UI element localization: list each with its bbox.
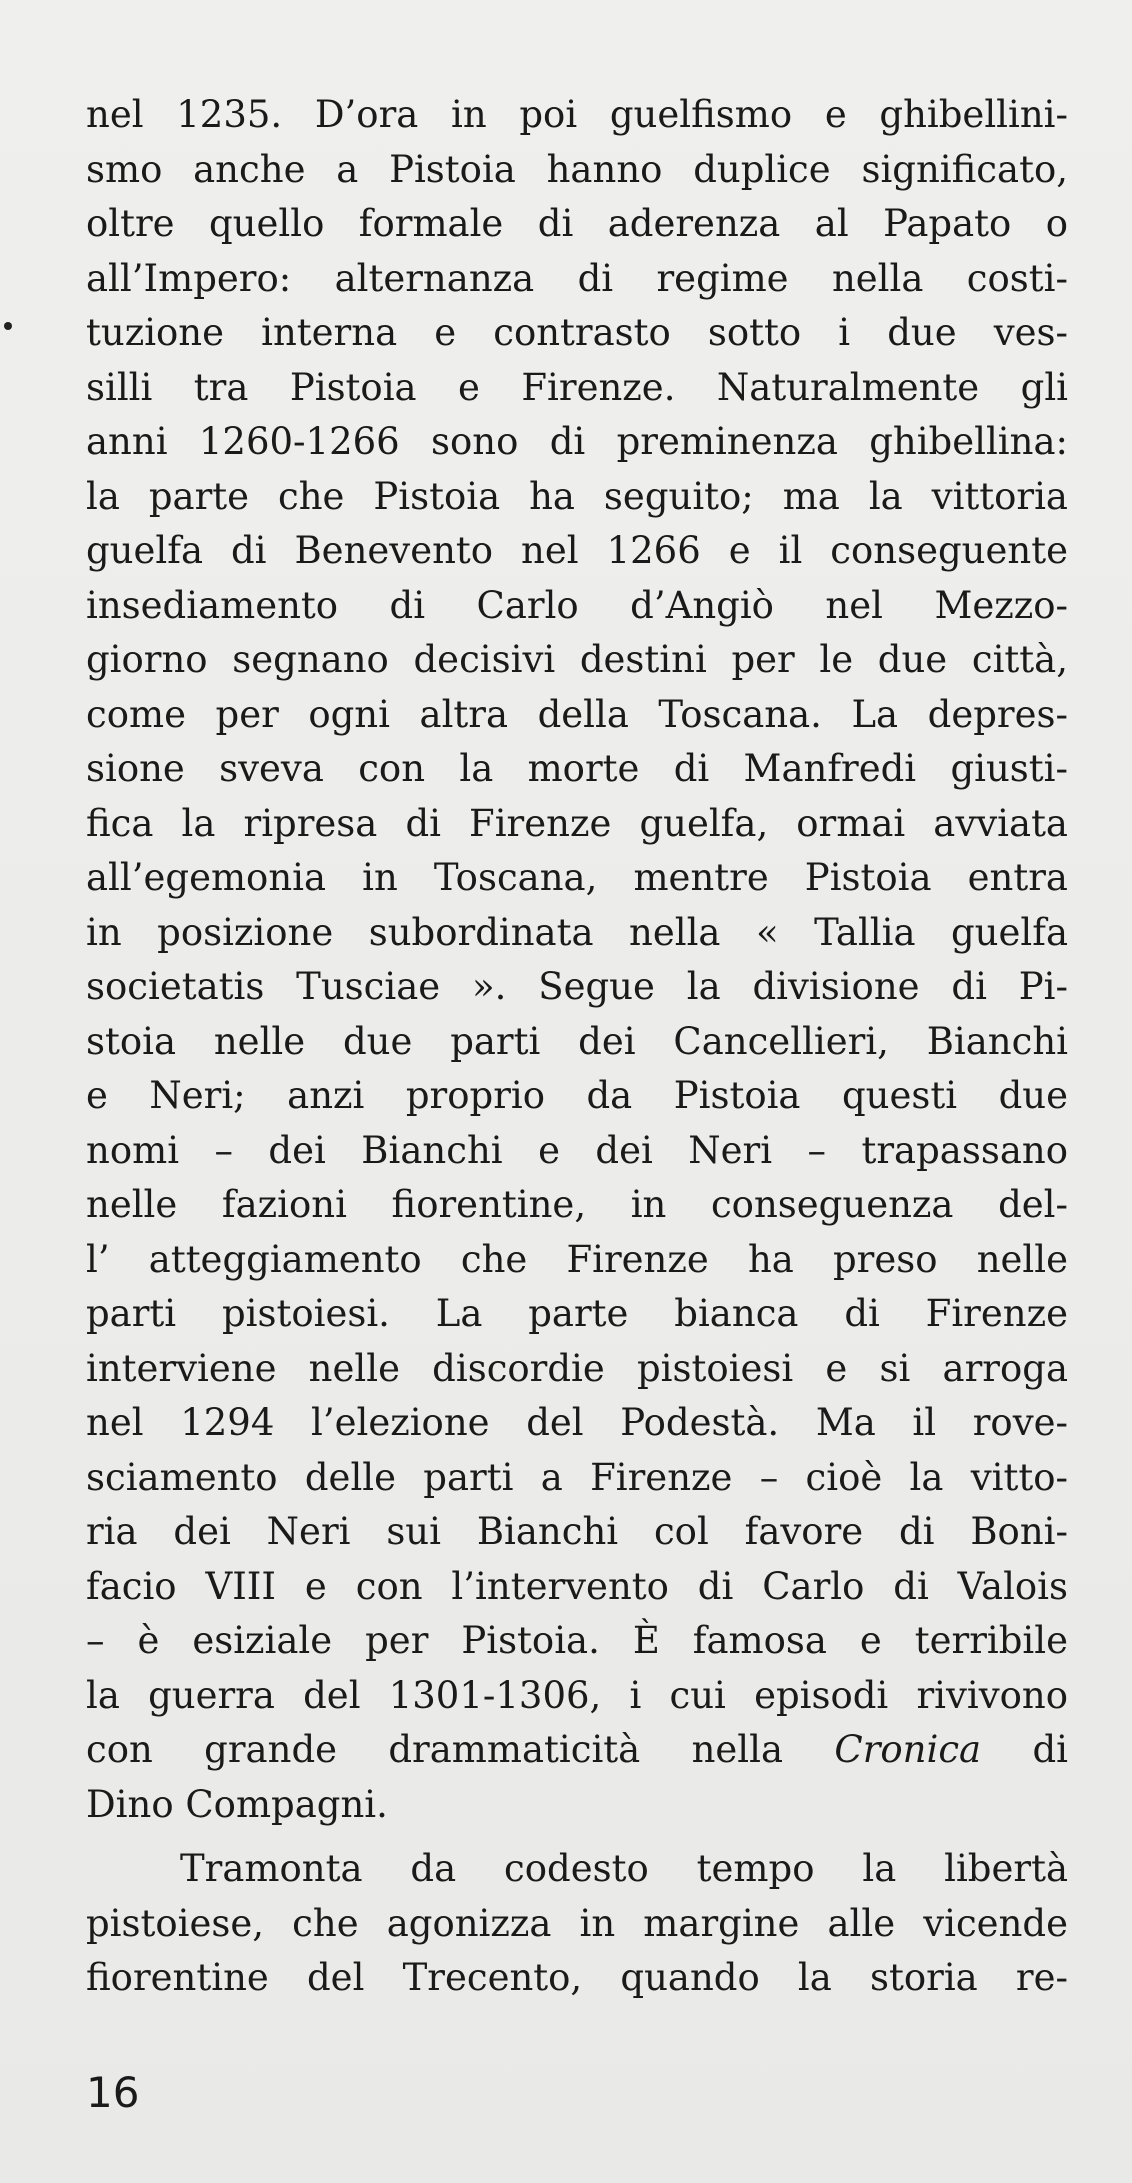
- text-line: in posizione subordinata nella « Tallia guelfa: [86, 910, 1068, 954]
- text-line: insediamento di Carlo d’Angiò nel Mezzo-: [86, 583, 1068, 627]
- page-number: 16: [86, 2068, 140, 2117]
- text-line: fiorentine del Trecento, quando la storia re-: [86, 1956, 1068, 1999]
- text-line: smo anche a Pistoia hanno duplice significato,: [86, 147, 1068, 191]
- text-line: parti pistoiesi. La parte bianca di Firenze: [86, 1292, 1068, 1335]
- text-line: come per ogni altra della Toscana. La depres-: [86, 692, 1068, 736]
- text-line: l’ atteggiamento che Firenze ha preso nelle: [86, 1237, 1068, 1281]
- text-line: nelle fazioni fiorentine, in conseguenza del-: [86, 1183, 1068, 1226]
- book-title: Cronica: [834, 1728, 982, 1771]
- body-text: [86, 88, 1068, 2006]
- text-line: all’Impero: alternanza di regime nella costi-: [86, 256, 1068, 300]
- text-line: pistoiese, che agonizza in margine alle vicende: [86, 1901, 1068, 1945]
- text-line: – è esiziale per Pistoia. È famosa e terribile: [86, 1619, 1068, 1662]
- text-line: stoia nelle due parti dei Cancellieri, Bianchi: [86, 1019, 1068, 1063]
- text-line: nomi – dei Bianchi e dei Neri – trapassano: [86, 1128, 1068, 1172]
- text-line: ria dei Neri sui Bianchi col favore di Boni-: [86, 1510, 1068, 1553]
- text-line: oltre quello formale di aderenza al Papato o: [86, 202, 1068, 245]
- text-line-with-title: [86, 1723, 1068, 1778]
- text-segment: di: [1032, 1728, 1068, 1771]
- margin-mark: [4, 322, 12, 330]
- text-line: Dino Compagni.: [86, 1782, 388, 1826]
- text-line: la parte che Pistoia ha seguito; ma la vittoria: [86, 474, 1068, 518]
- text-line: la guerra del 1301-1306, i cui episodi rivivono: [86, 1673, 1068, 1717]
- text-line: e Neri; anzi proprio da Pistoia questi due: [86, 1074, 1068, 1117]
- text-line: sione sveva con la morte di Manfredi giusti-: [86, 747, 1068, 790]
- text-line: fica la ripresa di Firenze guelfa, ormai avviata: [86, 801, 1068, 845]
- text-line: tuzione interna e contrasto sotto i due ves-: [86, 311, 1068, 354]
- text-line: giorno segnano decisivi destini per le due città,: [86, 638, 1068, 681]
- text-line: anni 1260-1266 sono di preminenza ghibellina:: [86, 420, 1068, 463]
- text-line: nel 1294 l’elezione del Podestà. Ma il rove-: [86, 1401, 1068, 1444]
- text-line: interviene nelle discordie pistoiesi e si arroga: [86, 1346, 1068, 1390]
- text-line: societatis Tusciae ». Segue la divisione di Pi-: [86, 965, 1068, 1008]
- text-line: all’egemonia in Toscana, mentre Pistoia entra: [86, 856, 1068, 899]
- text-line: guelfa di Benevento nel 1266 e il conseguente: [86, 529, 1068, 572]
- text-line: facio VIII e con l’intervento di Carlo di Valois: [86, 1564, 1068, 1608]
- text-segment: con grande drammaticità nella: [86, 1728, 784, 1771]
- text-line: silli tra Pistoia e Firenze. Naturalmente gli: [86, 365, 1068, 409]
- text-line: nel 1235. D’ora in poi guelfismo e ghibellini-: [86, 93, 1068, 136]
- text-line: Tramonta da codesto tempo la libertà: [180, 1847, 1068, 1890]
- text-line: sciamento delle parti a Firenze – cioè la vitto-: [86, 1455, 1068, 1499]
